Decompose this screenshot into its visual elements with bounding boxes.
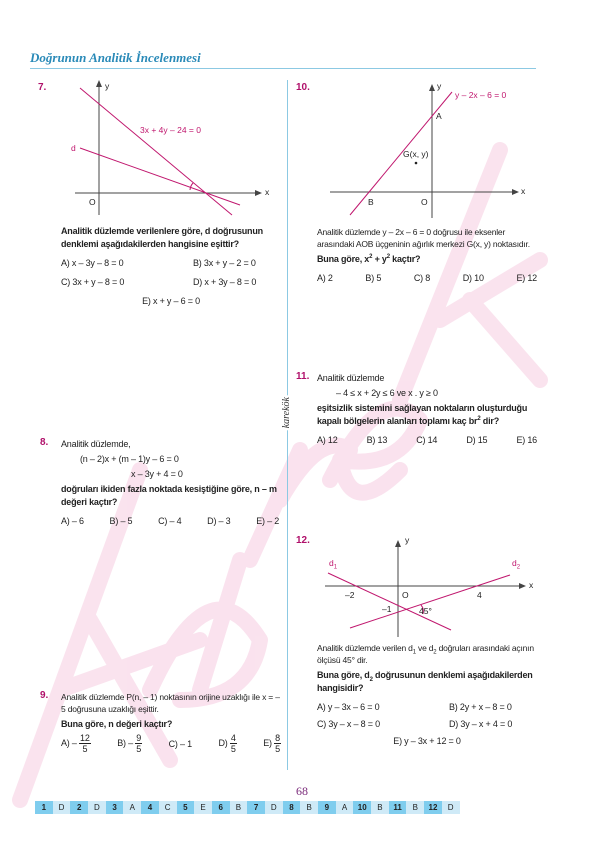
line-label: y – 2x – 6 = 0 [455,90,507,100]
q8-eq2: x – 3y + 4 = 0 [131,469,183,479]
q8-option-d[interactable]: D) – 3 [207,516,231,526]
q8-option-a[interactable]: A) – 6 [61,516,84,526]
answer-key-number: 3 [106,801,124,814]
answer-key-answer: D [442,801,460,814]
centroid-point [415,162,418,165]
answer-key-answer: A [336,801,354,814]
answer-key-answer: B [406,801,424,814]
answer-key-number: 11 [389,801,407,814]
q12-option-c[interactable]: C) 3y – x – 8 = 0 [317,719,380,729]
answer-key-answer: B [371,801,389,814]
q10-question: Buna göre, $x^2 + y^2$ kaçtır? [317,254,421,264]
q11-number: 11. [296,371,310,382]
q9-text: Analitik düzlemde P(n, – 1) noktasının orijine uzaklığı ile x = – 5 doğrusuna uzaklığı eşittir. [61,692,280,714]
q12-option-a[interactable]: A) y – 3x – 6 = 0 [317,702,380,712]
origin-label: O [402,590,409,600]
q10-option-e[interactable]: E) 12 [516,273,537,283]
answer-key-number: 6 [212,801,230,814]
q7-option-d[interactable]: D) x + 3y – 8 = 0 [193,277,257,287]
q11-option-a[interactable]: A) 12 [317,435,338,445]
y-label: y [105,81,110,91]
q11-option-b[interactable]: B) 13 [366,435,388,445]
q10-option-d[interactable]: D) 10 [462,273,484,283]
answer-key [35,801,460,814]
answer-key-answer: D [265,801,283,814]
angle-label: 45° [419,606,432,616]
d1-label: $d_1$ [329,558,338,571]
q12-diagram [300,530,540,640]
q12-option-d[interactable]: D) 3y – x + 4 = 0 [449,719,513,729]
answer-key-number: 8 [283,801,301,814]
y-arrow [429,84,435,91]
q9-block [61,691,281,761]
q8-number: 8. [40,437,49,448]
q10-text: Analitik düzlemde y – 2x – 6 = 0 doğrusu ile eksenler arasındaki AOB üçgeninin ağırlık merkezi G(x, y) noktasıdır. [317,227,530,249]
answer-key-number: 9 [318,801,336,814]
q12-option-e[interactable]: E) y – 3x + 12 = 0 [393,736,461,746]
d-label: d [71,143,76,153]
line-d1 [328,573,451,630]
q8-intro: Analitik düzlemde, [61,439,131,449]
y-arrow [96,80,102,87]
q7-block [61,225,281,307]
answer-key-answer: C [159,801,177,814]
q11-intro: Analitik düzlemde [317,373,385,383]
answer-key-answer: D [88,801,106,814]
q11-inequality: – 4 ≤ x + 2y ≤ 6 ve x . y ≥ 0 [336,388,438,398]
q11-question: eşitsizlik sistemini sağlayan noktaların oluşturduğu kapalı bölgelerin alanları toplamı kaç $br^2$ dir? [317,403,528,426]
q8-eq1: (n – 2)x + (m – 1)y – 6 = 0 [80,454,179,464]
tick-4: 4 [477,590,482,600]
x-label: x [521,186,526,196]
tick-minus2: –2 [345,590,355,600]
answer-key-number: 4 [141,801,159,814]
q8-question: doğruları ikiden fazla noktada kesiştiğine göre, n – m değeri kaçtır? [61,484,277,507]
q10-diagram [300,0,550,222]
x-arrow [255,190,262,196]
q11-block [317,372,537,453]
q9-option-a[interactable]: A) – $\frac{12}{5}$ [61,733,90,754]
q8-option-e[interactable]: E) – 2 [256,516,279,526]
x-label: x [529,580,534,590]
answer-key-number: 7 [247,801,265,814]
point-g-label: G(x, y) [403,149,429,159]
q12-number: 12. [296,535,310,546]
q7-question: Analitik düzlemde verilenlere göre, d doğrusunun denklemi aşağıdakilerden hangisine eşittir? [61,226,263,249]
answer-key-number: 1 [35,801,53,814]
page-number: 68 [296,784,308,798]
q9-number: 9. [40,690,49,701]
answer-key-number: 5 [177,801,195,814]
y-arrow [395,540,401,547]
answer-key-answer: D [53,801,71,814]
q12-text: Analitik düzlemde verilen $d_1$ ve $d_2$ doğruları arasındaki açının ölçüsü 45° dir. [317,643,534,665]
origin-label: O [89,197,96,207]
answer-key-answer: B [230,801,248,814]
answer-key-number: 2 [70,801,88,814]
q11-option-d[interactable]: D) 15 [466,435,488,445]
q7-option-c[interactable]: C) 3x + y – 8 = 0 [61,277,125,287]
x-arrow [519,583,526,589]
q12-block [317,642,537,747]
q8-option-b[interactable]: B) – 5 [109,516,133,526]
q9-option-e[interactable]: E) $\frac{8}{5}$ [263,733,280,754]
angle-arc [190,183,193,190]
point-b-label: B [368,197,374,207]
q10-number: 10. [296,82,310,93]
q7-option-b[interactable]: B) 3x + y – 2 = 0 [193,258,256,268]
tick-minus1: –1 [382,604,392,614]
x-arrow [512,189,519,195]
x-label: x [265,187,270,197]
q7-option-a[interactable]: A) x – 3y – 8 = 0 [61,258,124,268]
q10-block [317,226,537,291]
q10-option-a[interactable]: A) 2 [317,273,333,283]
q9-option-c[interactable]: C) – 1 [168,738,192,749]
q12-question: Buna göre, $d_2$ doğrusunun denklemi aşağıdakilerden hangisidir? [317,670,533,693]
d2-label: $d_2$ [512,558,521,571]
q10-option-c[interactable]: C) 8 [413,273,431,283]
side-label: karekök [281,397,292,429]
answer-key-answer: E [194,801,212,814]
page-title: Doğrunun Analitik İncelenmesi [30,50,201,65]
q9-option-b[interactable]: B) – $\frac{9}{5}$ [117,733,142,754]
q12-option-b[interactable]: B) 2y + x – 8 = 0 [449,702,512,712]
q9-option-d[interactable]: D) $\frac{4}{5}$ [218,733,236,754]
q11-option-c[interactable]: C) 14 [416,435,438,445]
line-label: 3x + 4y – 24 = 0 [140,125,201,135]
y-label: y [437,81,442,91]
line-3x4y [80,88,232,215]
q10-option-b[interactable]: B) 5 [365,273,382,283]
origin-label: O [421,197,428,207]
point-a-label: A [436,111,442,121]
q11-option-e[interactable]: E) 16 [516,435,537,445]
q8-block [61,438,279,534]
answer-key-number: 12 [424,801,442,814]
answer-key-answer: A [123,801,141,814]
line-d [80,148,240,205]
q7-option-e[interactable]: E) x + y – 6 = 0 [142,296,200,306]
q7-number: 7. [38,82,47,93]
y-label: y [405,535,410,545]
q7-diagram [0,0,300,222]
answer-key-answer: B [300,801,318,814]
q9-question: Buna göre, n değeri kaçtır? [61,719,173,729]
answer-key-number: 10 [353,801,371,814]
q8-option-c[interactable]: C) – 4 [158,516,182,526]
